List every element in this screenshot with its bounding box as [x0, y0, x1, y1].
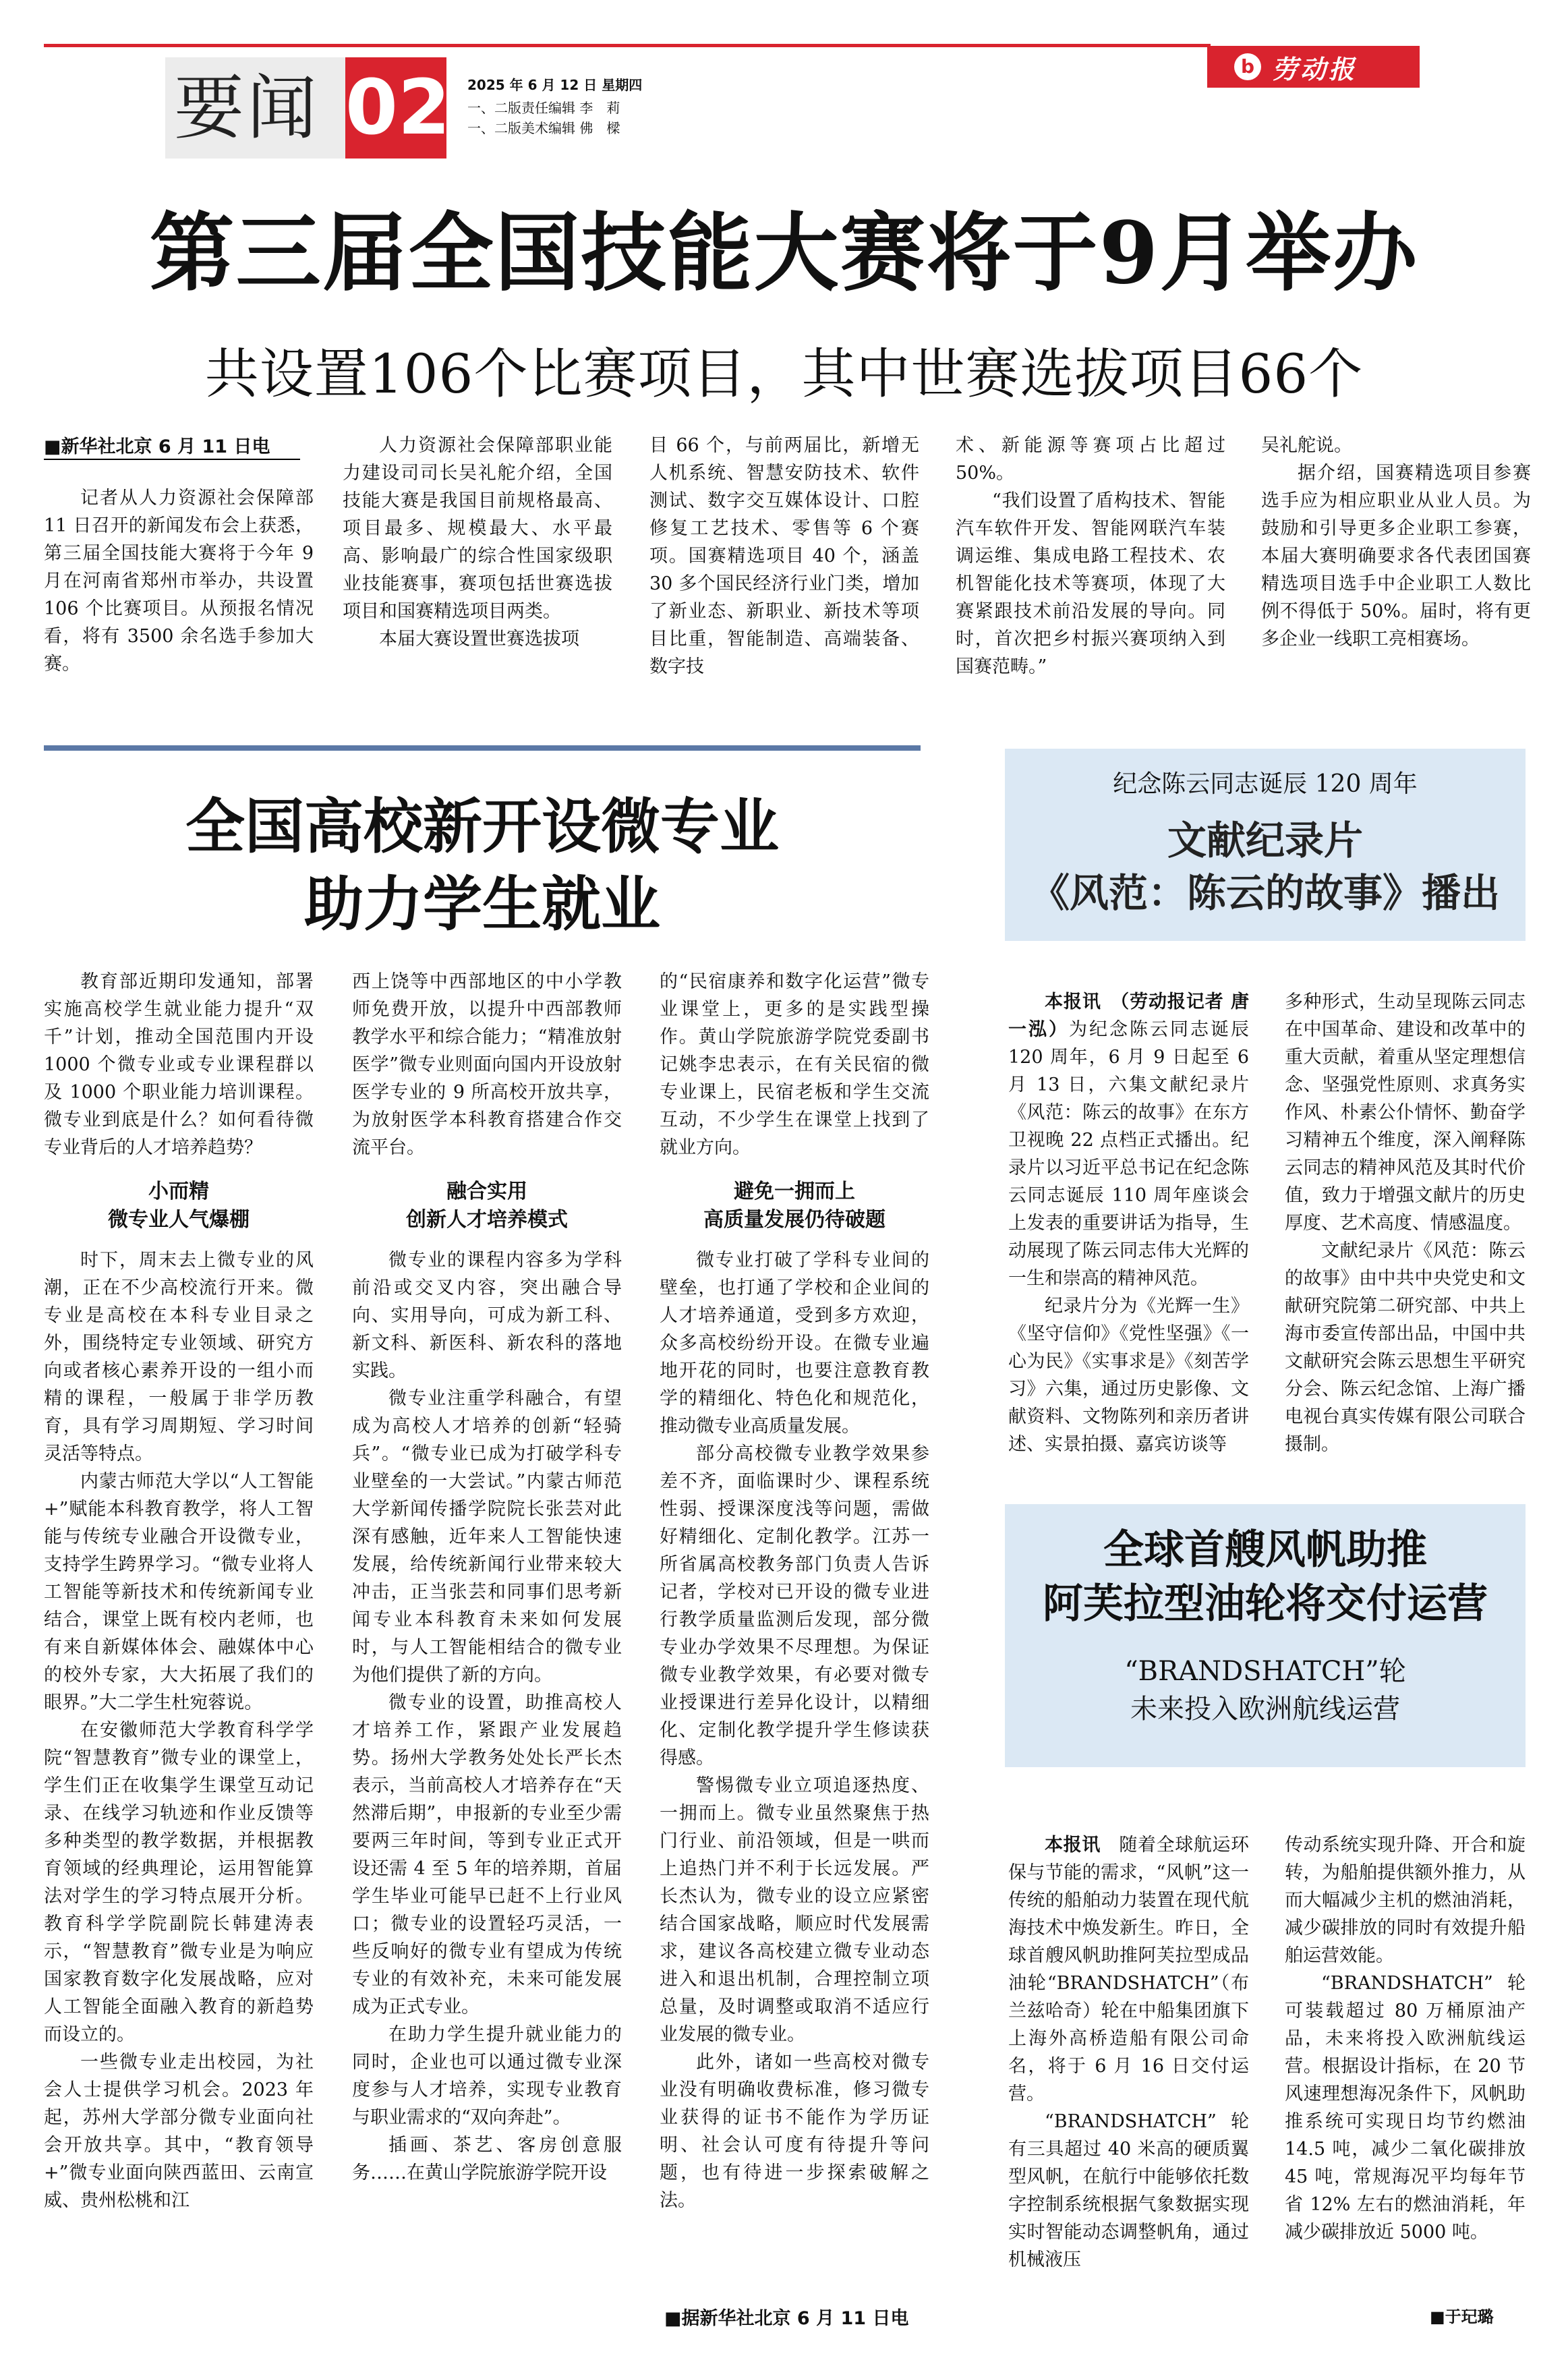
- paragraph: 文献纪录片《风范：陈云的故事》由中共中央党史和文献研究院第二研究部、中共上海市委宣传部出品，中国中共文献研究会陈云思想生平研究分会、陈云纪念馆、上海广播电视台真实传媒有限公司联合摄制。: [1285, 1240, 1526, 1455]
- paragraph: 微专业的课程内容多为学科前沿或交叉内容，突出融合导向、实用导向，可成为新工科、新文科、新医科、新农科的落地实践。: [352, 1250, 622, 1381]
- micro-byline: ■据新华社北京 6 月 11 日电: [664, 2308, 909, 2329]
- paragraph: 警惕微专业立项追逐热度、一拥而上。微专业虽然聚焦于热门行业、前沿领域，但是一哄而上追热门并不利于长远发展。严长杰认为，微专业的设立应紧密结合国家战略，顺应时代发展需求，建议各高校建立微专业动态进入和退出机制，合理控制立项总量，及时调整或取消不适应行业发展的微专业。: [660, 1775, 929, 2045]
- ship-subheadline-1: “BRANDSHATCH”轮: [1124, 1656, 1406, 1687]
- chenyun-kicker: 纪念陈云同志诞辰 120 周年: [1113, 770, 1418, 798]
- paragraph: [1008, 1831, 1249, 2108]
- paragraph: 据介绍，国赛精选项目参赛选手应为相应职业从业人员。为鼓励和引导更多企业职工参赛，本届大赛明确要求各代表团国赛精选项目选手中企业职工人数比例不得低于 50%。届时，将有更多企业一线职工亮相赛场。: [1261, 463, 1531, 650]
- lead-col-5: [1261, 432, 1531, 653]
- newspaper-logo: [1207, 46, 1420, 88]
- paragraph: 纪录片分为《光辉一生》《坚守信仰》《党性坚强》《一心为民》《实事求是》《刻苦学习》六集，通过历史影像、文献资料、文物陈列和亲历者讲述、实景拍摄、嘉宾访谈等: [1008, 1296, 1249, 1455]
- paragraph: 记者从人力资源社会保障部 11 日召开的新闻发布会上获悉，第三届全国技能大赛将于今年 9 月在河南省郑州市举办，共设置 106 个比赛项目。从预报名情况看，将有 3500 余名选手参加大赛。: [44, 488, 314, 674]
- edition-editor: 一、二版责任编辑 李 莉: [467, 100, 620, 116]
- paragraph: “BRANDSHATCH”轮可装载超过 80 万桶原油产品，未来将投入欧洲航线运营。根据设计指标，在 20 节风速理想海况条件下，风帆助推系统可实现日均节约燃油 14.5 吨，减少二氧化碳排放 45 吨，常规海况平均每年节省 12% 左右的燃油消耗，年减少碳排放近 5000 吨。: [1285, 1973, 1526, 2243]
- lead-col-2: [343, 432, 612, 653]
- paragraph: 人力资源社会保障部职业能力建设司司长吴礼舵介绍，全国技能大赛是我国目前规格最高、项目最多、规模最大、水平最高、影响最广的综合性国家级职业技能赛事，赛项包括世赛选拔项目和国赛精选项目两类。: [343, 435, 612, 622]
- ship-headline-1: 全球首艘风帆助推: [1103, 1526, 1427, 1574]
- micro-col-1: [44, 968, 314, 2214]
- chenyun-headline-1: 文献纪录片: [1167, 817, 1363, 863]
- paragraph: “我们设置了盾构技术、智能汽车软件开发、智能网联汽车装调运维、集成电路工程技术、农机智能化技术等赛项，体现了大赛紧跟技术前沿发展的导向。同时，首次把乡村振兴赛项纳入到国赛范畴。”: [956, 490, 1225, 677]
- micro-top-rule: [44, 745, 921, 751]
- lead-headline: 第三届全国技能大赛将于9月举办: [149, 203, 1419, 303]
- logo-icon: b: [1234, 53, 1261, 80]
- dateline-rule: [44, 459, 300, 460]
- paragraph: 插画、茶艺、客房创意服务……在黄山学院旅游学院开设: [352, 2135, 622, 2183]
- micro-headline-2: 助力学生就业: [303, 869, 660, 939]
- paragraph: 西上饶等中西部地区的中小学教师免费开放，以提升中西部教师教学水平和综合能力；“精准放射医学”微专业则面向国内开设放射医学专业的 9 所高校开放共享，为放射医学本科教育搭建合作交流平台。: [352, 971, 622, 1158]
- ship-headline-2: 阿芙拉型油轮将交付运营: [1043, 1580, 1488, 1628]
- lead-col-3: [649, 432, 919, 681]
- paragraph: 在助力学生提升就业能力的同时，企业也可以通过微专业深度参与人才培养，实现专业教育与职业需求的“双向奔赴”。: [352, 2024, 622, 2128]
- subhead-avoid-rush: [660, 1178, 929, 1234]
- subhead-line: 融合实用: [446, 1180, 527, 1203]
- ship-col-2: [1285, 1831, 1526, 2246]
- chenyun-col-1: [1008, 988, 1249, 1458]
- top-red-rule: [44, 44, 1211, 47]
- paragraph-text: 为纪念陈云同志诞辰 120 周年，6 月 9 日起至 6 月 13 日，六集文献纪录片《风范：陈云的故事》在东方卫视晚 22 点档正式播出。纪录片以习近平总书记在纪念陈云同志诞辰 110 周年座谈会上发表的重要讲话为指导，生动展现了陈云同志伟大光辉的一生和崇高的精神风范。: [1008, 1019, 1249, 1289]
- lead-col-4: [956, 432, 1225, 681]
- edition-date: 2025 年 6 月 12 日 星期四: [467, 77, 643, 93]
- paragraph: 微专业注重学科融合，有望成为高校人才培养的创新“轻骑兵”。“微专业已成为打破学科专业壁垒的一大尝试。”内蒙古师范大学新闻传播学院院长张芸对此深有感触，近年来人工智能快速发展，给传统新闻行业带来较大冲击，正当张芸和同事们思考新闻专业本科教育未来如何发展时，与人工智能相结合的微专业为他们提供了新的方向。: [352, 1388, 622, 1686]
- edition-art-editor: 一、二版美术编辑 佛 樑: [467, 120, 620, 136]
- paragraph: 教育部近期印发通知，部署实施高校学生就业能力提升“双千”计划，推动全国范围内开设 1000 个微专业或专业课程群以及 1000 个职业能力培训课程。微专业到底是什么？如何看待微专业背后的人才培养趋势？: [44, 971, 314, 1158]
- paragraph: 的“民宿康养和数字化运营”微专业课堂上，更多的是实践型操作。黄山学院旅游学院党委副书记姚李忠表示，在有关民宿的微专业课上，民宿老板和学生交流互动，不少学生在课堂上找到了就业方向。: [660, 971, 929, 1158]
- paragraph: 吴礼舵说。: [1261, 435, 1352, 456]
- paragraph: 传动系统实现升降、开合和旋转，为船舶提供额外推力，从而大幅减少主机的燃油消耗，减少碳排放的同时有效提升船舶运营效能。: [1285, 1835, 1526, 1966]
- paragraph: [1008, 988, 1249, 1292]
- paragraph-text: 随着全球航运环保与节能的需求，“风帆”这一传统的船舶动力装置在现代航海技术中焕发新生。昨日，全球首艘风帆助推阿芙拉型成品油轮“BRANDSHATCH”（布兰兹哈奇）轮在中船集团旗下上海外高桥造船有限公司命名，将于 6 月 16 日交付运营。: [1008, 1835, 1250, 2104]
- subhead-line: 微专业人气爆棚: [108, 1208, 250, 1232]
- paragraph: 多种形式，生动呈现陈云同志在中国革命、建设和改革中的重大贡献，着重从坚定理想信念、坚强党性原则、求真务实作风、朴素公仆情怀、勤奋学习精神五个维度，深入阐释陈云同志的精神风范及其时代价值，致力于增强文献片的历史厚度、艺术高度、情感温度。: [1285, 992, 1526, 1234]
- paragraph: 微专业的设置，助推高校人才培养工作，紧跟产业发展趋势。扬州大学教务处处长严长杰表示，当前高校人才培养存在“天然滞后期”，申报新的专业至少需要两三年时间，等到专业正式开设还需 4 至 5 年的培养期，首届学生毕业可能早已赶不上行业风口；微专业的设置轻巧灵活，一些反响好的微专业有望成为传统专业的有效补充，未来可能发展成为正式专业。: [352, 1692, 622, 2017]
- micro-col-2: [352, 968, 622, 2187]
- chenyun-col-2: [1285, 988, 1526, 1458]
- subhead-line: 避免一拥而上: [734, 1180, 855, 1203]
- ship-byline: ■于玘璐: [1430, 2307, 1494, 2326]
- subhead-line: 小而精: [148, 1180, 209, 1203]
- lead-col-1: [44, 484, 314, 678]
- micro-col-3: [660, 968, 929, 2214]
- paragraph: 部分高校微专业教学效果参差不齐，面临课时少、课程系统性弱、授课深度浅等问题，需做好精细化、定制化教学。江苏一所省属高校教务部门负责人告诉记者，学校对已开设的微专业进行教学质量监测后发现，部分微专业办学效果不尽理想。为保证微专业教学效果，有必要对微专业授课进行差异化设计，以精细化、定制化教学提升学生修读获得感。: [660, 1443, 929, 1769]
- paragraph: 此外，诸如一些高校对微专业没有明确收费标准，修习微专业获得的证书不能作为学历证明、社会认可度有待提升等问题，也有待进一步探索破解之法。: [660, 2052, 929, 2211]
- subhead-line: 高质量发展仍待破题: [703, 1208, 885, 1232]
- report-tag: 本报讯 （劳动报记者 唐一泓）: [1008, 992, 1249, 1040]
- ship-subheadline-2: 未来投入欧洲航线运营: [1130, 1694, 1400, 1725]
- section-label: 要闻: [174, 67, 320, 149]
- ship-col-1: [1008, 1831, 1249, 2274]
- report-tag: 本报讯: [1045, 1835, 1101, 1856]
- lead-dateline: ■新华社北京 6 月 11 日电: [44, 436, 270, 457]
- paragraph: 一些微专业走出校园，为社会人士提供学习机会。2023 年起，苏州大学部分微专业面向社会开放共享。其中，“教育领导+”微专业面向陕西蓝田、云南宣威、贵州松桃和江: [44, 2052, 314, 2211]
- paragraph: 内蒙古师范大学以“人工智能+”赋能本科教育教学，将人工智能与传统专业融合开设微专业，支持学生跨界学习。“微专业将人工智能等新技术和传统新闻专业结合，课堂上既有校内老师，也有来自新媒体体会、融媒体中心的校外专家，大大拓展了我们的眼界。”大二学生杜宛蓉说。: [44, 1471, 314, 1713]
- micro-headline-1: 全国高校新开设微专业: [185, 791, 779, 861]
- subhead-line: 创新人才培养模式: [406, 1208, 568, 1232]
- logo-text: 劳动报: [1272, 53, 1358, 84]
- paragraph: 目 66 个，与前两届比，新增无人机系统、智慧安防技术、软件测试、数字交互媒体设计、口腔修复工艺技术、零售等 6 个赛项。国赛精选项目 40 个，涵盖 30 多个国民经济行业门类，增加了新业态、新职业、新技术等项目比重，智能制造、高端装备、数字技: [649, 435, 919, 677]
- lead-subheadline: 共设置106个比赛项目，其中世赛选拔项目66个: [204, 343, 1364, 405]
- paragraph: 微专业打破了学科专业间的壁垒，也打通了学校和企业间的人才培养通道，受到多方欢迎，众多高校纷纷开设。在微专业遍地开花的同时，也要注意教育教学的精细化、特色化和规范化，推动微专业高质量发展。: [660, 1250, 929, 1437]
- paragraph: 在安徽师范大学教育科学学院“智慧教育”微专业的课堂上，学生们正在收集学生课堂互动记录、在线学习轨迹和作业反馈等多种类型的教学数据，并根据教育领域的经典理论，运用智能算法对学生的学习特点展开分析。教育科学学院副院长韩建涛表示，“智慧教育”微专业是为响应国家教育数字化发展战略，应对人工智能全面融入教育的新趋势而设立的。: [44, 1720, 314, 2045]
- subhead-small-and-fine: [44, 1178, 314, 1234]
- paragraph: 术、新能源等赛项占比超过 50%。: [956, 435, 1225, 484]
- subhead-integration: [352, 1178, 622, 1234]
- paragraph: 本届大赛设置世赛选拔项: [379, 629, 579, 650]
- paragraph: 时下，周末去上微专业的风潮，正在不少高校流行开来。微专业是高校在本科专业目录之外，围绕特定专业领域、研究方向或者核心素养开设的一组小而精的课程，一般属于非学历教育，具有学习周期短、学习时间灵活等特点。: [44, 1250, 314, 1464]
- paragraph: “BRANDSHATCH”轮有三具超过 40 米高的硬质翼型风帆，在航行中能够依托数字控制系统根据气象数据实现实时智能动态调整帆角，通过机械液压: [1008, 2111, 1249, 2270]
- chenyun-headline-2: 《风范：陈云的故事》播出: [1030, 870, 1500, 916]
- page-number: 02: [345, 64, 451, 152]
